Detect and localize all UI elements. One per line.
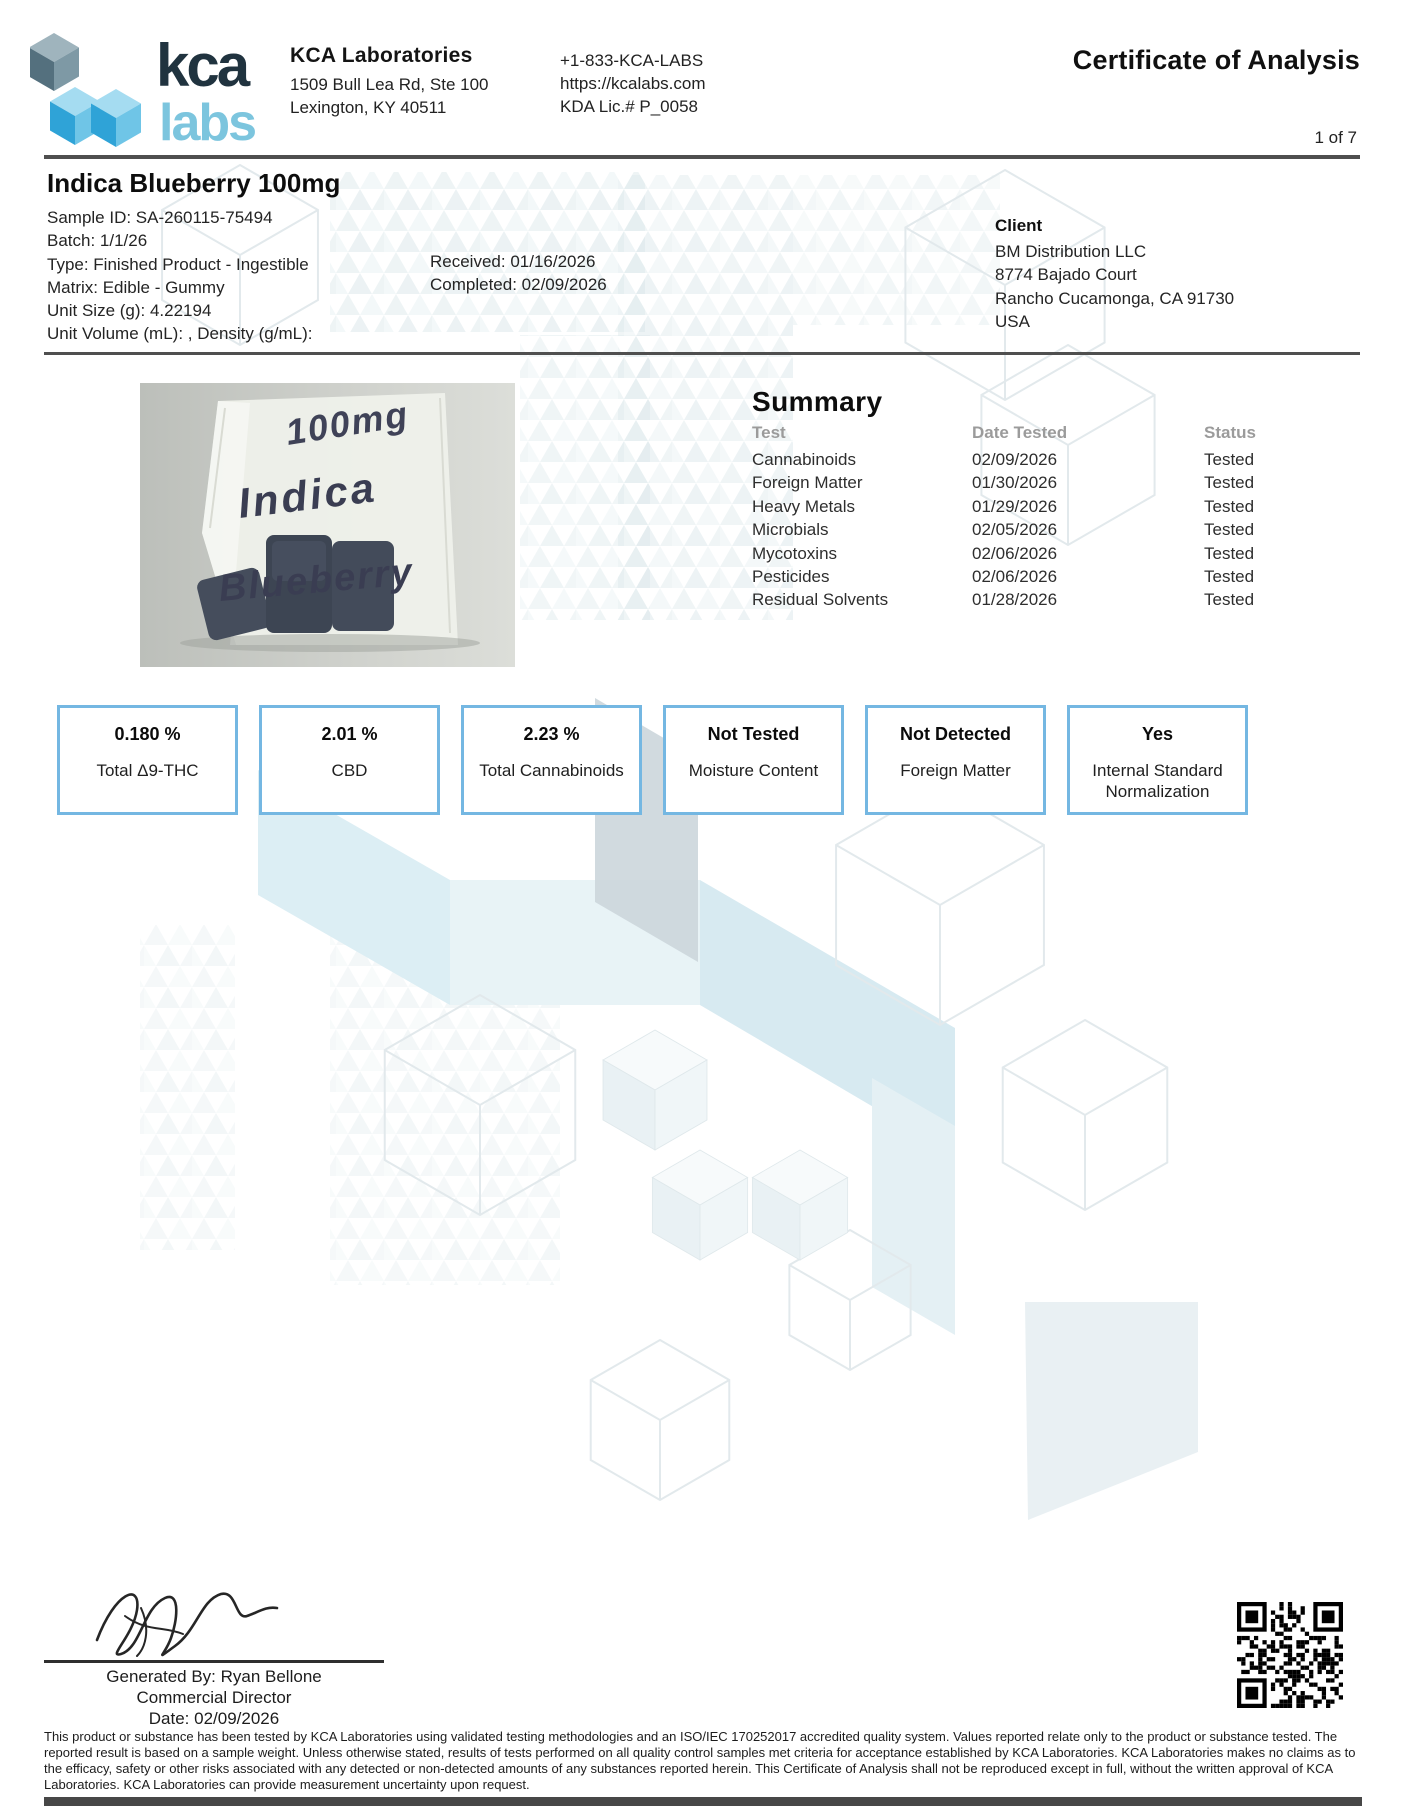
result-value: Not Detected	[899, 724, 1011, 744]
signer-role: Commercial Director	[136, 1688, 292, 1707]
summary-col-date: Date Tested	[972, 423, 1068, 442]
table-row-test: Foreign Matter	[752, 473, 863, 493]
result-label: CBD	[331, 761, 368, 780]
result-box-foreign-matter	[865, 705, 1046, 815]
result-value: 2.23 %	[523, 724, 580, 744]
handwriting-line1: 100mg	[282, 392, 412, 453]
result-value: Yes	[1141, 724, 1174, 744]
lab-contact-block	[560, 49, 706, 118]
table-row-test: Microbials	[752, 520, 829, 540]
sample-id: Sample ID: SA-260115-75494	[47, 208, 273, 227]
result-box-total-d9-thc	[57, 705, 238, 815]
lab-name: KCA Laboratories	[290, 44, 473, 67]
result-value: Not Tested	[707, 724, 800, 744]
product-title: Indica Blueberry 100mg	[47, 168, 341, 198]
completed-date: Completed: 02/09/2026	[430, 275, 607, 295]
logo-text-labs: labs	[159, 94, 256, 148]
sample-matrix: Matrix: Edible - Gummy	[47, 277, 225, 297]
disclaimer-text: This product or substance has been tested by KCA Laboratories using validated testing methodologies and an ISO/IEC 170252017 accredited quality system. Values reported relate only to the product or substance tested. The reported result is based on a sample weight. Unless otherwise stated, results of tests performed on all quality control samples met criteria for acceptance established by KCA Laboratories. KCA Laboratories makes no claims as to the efficacy, safety or other risks associated with any detected or non-detected amounts of any substances reported herein. This Certificate of Analysis shall not be reproduced except in full, without the written approval of KCA Laboratories. KCA Laboratories can provide measurement uncertainty upon request.	[44, 1729, 1356, 1792]
sample-batch: Batch: 1/1/26	[47, 231, 148, 251]
handwriting-line3: Blueberry	[217, 551, 416, 610]
result-box-moisture-content	[663, 705, 844, 815]
table-row-test: Residual Solvents	[752, 590, 889, 610]
table-row-test: Mycotoxins	[752, 543, 838, 563]
result-boxes	[57, 705, 1248, 815]
signature-date: Date: 02/09/2026	[148, 1709, 280, 1728]
result-box-cbd	[259, 705, 440, 815]
signature-image	[85, 1578, 285, 1658]
logo-cube-blue-right-icon	[91, 89, 141, 147]
lab-info-block	[290, 44, 488, 119]
page-indicator: 1 of 7	[1314, 128, 1357, 147]
client-heading: Client	[995, 216, 1043, 235]
client-address2: Rancho Cucamonga, CA 91730	[995, 288, 1235, 308]
kca-labs-logo	[30, 28, 260, 148]
result-label: Foreign Matter	[900, 761, 1011, 780]
bottom-bar	[44, 1797, 1362, 1806]
table-row-date: 02/05/2026	[972, 520, 1058, 540]
table-row-test: Cannabinoids	[752, 450, 856, 469]
result-label: Total Cannabinoids	[479, 761, 624, 780]
lab-phone: +1-833-KCA-LABS	[560, 51, 704, 70]
lab-license: KDA Lic.# P_0058	[560, 97, 698, 116]
table-row-status: Tested	[1204, 590, 1255, 610]
qr-code	[1237, 1602, 1343, 1708]
client-name: BM Distribution LLC	[995, 242, 1147, 261]
product-photo	[140, 383, 515, 667]
dates-block	[430, 250, 607, 297]
logo-cube-gray-icon	[30, 33, 79, 91]
lab-address-line1: 1509 Bull Lea Rd, Ste 100	[290, 75, 489, 94]
table-row-date: 02/06/2026	[972, 543, 1058, 563]
sample-unit-volume: Unit Volume (mL): , Density (g/mL):	[47, 324, 313, 344]
sample-unit-size: Unit Size (g): 4.22194	[47, 301, 212, 321]
table-row-date: 01/29/2026	[972, 496, 1058, 516]
table-row-status: Tested	[1204, 450, 1255, 469]
table-row-status: Tested	[1204, 567, 1255, 587]
result-value: 0.180 %	[114, 724, 181, 744]
table-row-date: 01/28/2026	[972, 590, 1058, 610]
summary-col-test: Test	[752, 423, 786, 442]
received-date: Received: 01/16/2026	[430, 252, 596, 271]
table-row-date: 02/06/2026	[972, 567, 1058, 587]
client-block	[995, 216, 1234, 333]
table-row-status: Tested	[1204, 520, 1255, 540]
signature-rule	[44, 1660, 384, 1663]
logo-text-kca: kca	[156, 32, 248, 99]
table-row-status: Tested	[1204, 496, 1255, 516]
client-address1: 8774 Bajado Court	[995, 265, 1137, 285]
result-value: 2.01 %	[321, 724, 378, 744]
handwriting-line2: Indica	[235, 463, 380, 527]
result-label: Moisture Content	[688, 761, 819, 780]
result-label: Total Δ9-THC	[96, 761, 199, 780]
lab-address-line2: Lexington, KY 40511	[290, 98, 447, 117]
section-divider	[44, 352, 1360, 355]
table-row-status: Tested	[1204, 473, 1255, 493]
result-box-total-cannabinoids	[461, 705, 642, 815]
lab-website: https://kcalabs.com	[560, 74, 706, 93]
table-row-test: Pesticides	[752, 567, 830, 587]
table-row-date: 01/30/2026	[972, 473, 1058, 493]
result-label: Internal Standard Normalization	[1092, 761, 1223, 801]
header-divider	[44, 155, 1360, 159]
client-country: USA	[995, 311, 1030, 331]
generated-by: Generated By: Ryan Bellone	[106, 1667, 322, 1686]
table-row-test: Heavy Metals	[752, 496, 855, 516]
table-row-status: Tested	[1204, 543, 1255, 563]
result-box-internal-standard	[1067, 705, 1248, 815]
summary-heading: Summary	[752, 386, 883, 417]
sample-details-block	[47, 206, 312, 346]
summary-table	[752, 423, 1334, 612]
document-title: Certificate of Analysis	[1072, 45, 1360, 75]
sample-type: Type: Finished Product - Ingestible	[47, 254, 309, 274]
summary-col-status: Status	[1204, 423, 1256, 442]
table-row-date: 02/09/2026	[972, 450, 1058, 469]
